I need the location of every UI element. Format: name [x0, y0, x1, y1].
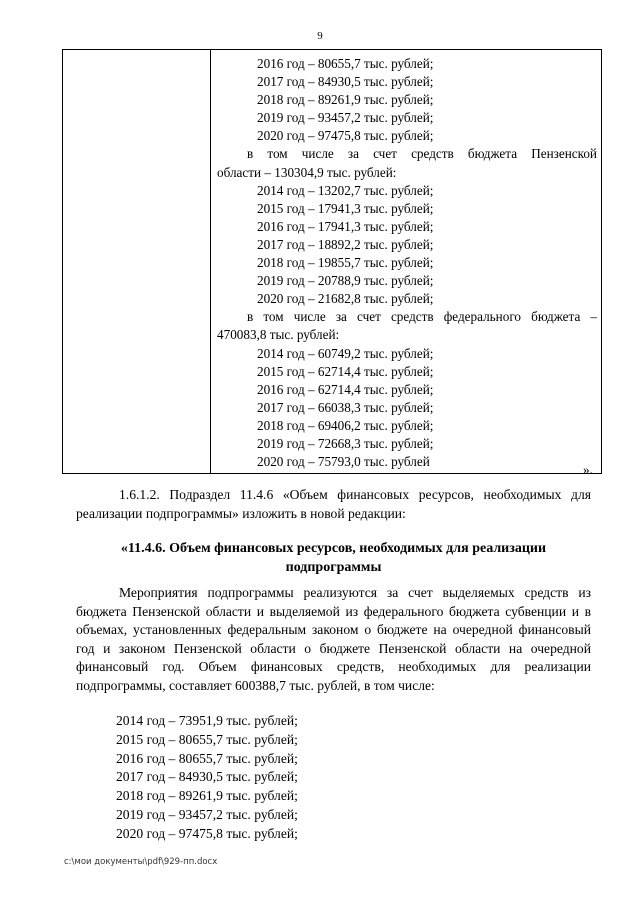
body-paragraph: Мероприятия подпрограммы реализуются за счет выделяемых средств из бюджета Пензенской области и выделяемой из федерального бюджета субвенции и в объемах, установленных федеральным законом о бюджете на очередной финансовый год и законом Пензенской области о бюджете Пензенской области на очередной финансовый год. Объем финансовых средств, необходимых для реализации подпрограммы, составляет 600388,7 тыс. рублей, в том числе: [76, 585, 591, 693]
page-number: 9 [317, 30, 323, 42]
funding-table [62, 49, 602, 474]
table-content-cell [211, 50, 602, 474]
table-line: 2016 год – 17941,3 тыс. рублей; [257, 218, 434, 234]
table-empty-cell [63, 50, 211, 474]
table-lines [217, 55, 597, 471]
year-line: 2017 год – 84930,5 тыс. рублей; [116, 769, 298, 785]
year-line: 2020 год – 97475,8 тыс. рублей; [116, 825, 298, 841]
table-line: 2019 год – 93457,2 тыс. рублей; [257, 110, 434, 126]
table-line: 2015 год – 62714,4 тыс. рублей; [257, 363, 434, 379]
table-line: 2019 год – 20788,9 тыс. рублей; [257, 273, 434, 289]
table-line: 2017 год – 84930,5 тыс. рублей; [257, 74, 434, 90]
table-row [63, 50, 602, 474]
table-line: 470083,8 тыс. рублей: [217, 327, 340, 343]
year-line: 2018 год – 89261,9 тыс. рублей; [116, 788, 298, 804]
table-line: 2014 год – 13202,7 тыс. рублей; [257, 182, 434, 198]
table-line: в том числе за счет средств бюджета Пензенской [247, 146, 597, 162]
table-line: 2017 год – 18892,2 тыс. рублей; [257, 236, 434, 252]
table-line: 2014 год – 60749,2 тыс. рублей; [257, 345, 434, 361]
table-line: 2015 год – 17941,3 тыс. рублей; [257, 200, 434, 216]
table-line: 2016 год – 62714,4 тыс. рублей; [257, 381, 434, 397]
table-line: 2018 год – 19855,7 тыс. рублей; [257, 255, 434, 271]
year-line: 2019 год – 93457,2 тыс. рублей; [116, 806, 298, 822]
table-line: 2020 год – 97475,8 тыс. рублей; [257, 128, 434, 144]
year-line: 2014 год – 73951,9 тыс. рублей; [116, 713, 298, 728]
table-line: в том числе за счет средств федерального бюджета – [247, 309, 597, 325]
table-line: 2017 год – 66038,3 тыс. рублей; [257, 399, 434, 415]
year-line: 2015 год – 80655,7 тыс. рублей; [116, 731, 298, 747]
table-line: 2018 год – 89261,9 тыс. рублей; [257, 92, 434, 108]
section-title-line: «11.4.6. Объем финансовых ресурсов, необходимых для реализации [120, 541, 547, 556]
table-line: 2016 год – 80655,7 тыс. рублей; [257, 56, 434, 71]
footer-file-path: c:\мои документы\pdf\929-пп.docx [64, 857, 218, 867]
table-line: области – 130304,9 тыс. рублей: [217, 164, 397, 180]
section-title [76, 540, 591, 577]
amendment-paragraph: 1.6.1.2. Подраздел 11.4.6 «Объем финансовых ресурсов, необходимых для реализации подпрограммы» изложить в новой редакции: [76, 487, 591, 521]
table-line: 2018 год – 69406,2 тыс. рублей; [257, 417, 434, 433]
table-line: 2019 год – 72668,3 тыс. рублей; [257, 435, 434, 451]
section-title-line: подпрограммы [285, 559, 382, 575]
table-line: 2020 год – 21682,8 тыс. рублей; [257, 291, 434, 307]
table-closing-mark: ». [583, 462, 593, 477]
year-line: 2016 год – 80655,7 тыс. рублей; [116, 750, 298, 766]
years-list [116, 712, 298, 844]
table-line: 2020 год – 75793,0 тыс. рублей [257, 454, 430, 470]
